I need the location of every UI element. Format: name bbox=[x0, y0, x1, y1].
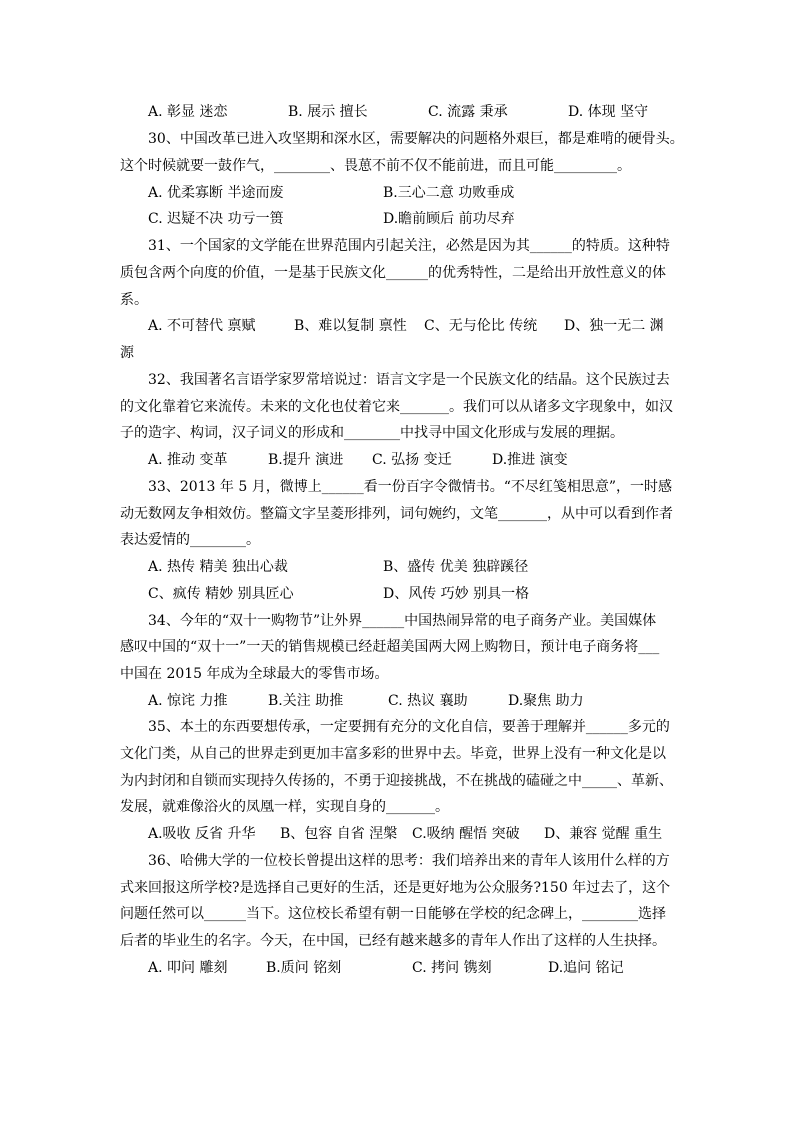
q30-options-row-2 bbox=[148, 206, 708, 232]
q36-option-d: D.追问 铭记 bbox=[548, 960, 624, 976]
q35-option-b: B、包容 自省 涅槃 bbox=[280, 826, 398, 842]
q34-stem-line-3: 中国在 2015 年成为全球最大的零售市场。 bbox=[120, 666, 389, 682]
q36-stem-line-3: 问题任然可以______当下。这位校长希望有朝一日能够在学校的纪念碑上，________选择 bbox=[120, 906, 666, 922]
q32-option-a: A. 推动 变革 bbox=[148, 452, 228, 468]
q29-option-c: C. 流露 秉承 bbox=[428, 104, 508, 120]
q35-option-c: C.吸纳 醒悟 突破 bbox=[412, 826, 520, 842]
q33-stem-line-3: 表达爱情的________。 bbox=[120, 532, 260, 548]
q32-option-b: B.提升 演进 bbox=[268, 452, 344, 468]
q33-options-row-2 bbox=[148, 581, 708, 607]
q31-option-b: B、难以复制 禀性 bbox=[294, 318, 407, 334]
q35-options bbox=[148, 821, 708, 847]
q31-option-a: A. 不可替代 禀赋 bbox=[148, 318, 256, 334]
q33-option-a: A. 热传 精美 独出心裁 bbox=[148, 559, 288, 575]
q36-stem-line-1: 36、哈佛大学的一位校长曾提出这样的思考：我们培养出来的青年人该用什么样的方 bbox=[148, 853, 670, 869]
q29-options bbox=[148, 99, 708, 125]
q33-option-c: C、疯传 精妙 别具匠心 bbox=[148, 586, 294, 602]
q29-option-d: D. 体现 坚守 bbox=[568, 104, 649, 120]
q34-options bbox=[148, 688, 708, 714]
q29-option-a: A. 彰显 迷恋 bbox=[148, 104, 228, 120]
q35-stem-line-2: 文化门类，从自己的世界走到更加丰富多彩的世界中去。毕竟，世界上没有一种文化是以 bbox=[120, 746, 666, 762]
q30-options-row-1 bbox=[148, 180, 708, 206]
q32-stem-line-3: 子的造字、构词，汉子词义的形成和________中找寻中国文化形成与发展的理据。 bbox=[120, 425, 624, 441]
q35-option-a: A.吸收 反省 升华 bbox=[148, 826, 256, 842]
q30-stem-line-2: 这个时候就要一鼓作气，________、畏葸不前不仅不能前进，而且可能_________。 bbox=[120, 158, 631, 174]
q31-options bbox=[148, 313, 708, 339]
q34-option-a: A. 惊诧 力推 bbox=[148, 693, 228, 709]
q34-option-d: D.聚焦 助力 bbox=[508, 693, 584, 709]
q34-option-b: B.关注 助推 bbox=[268, 693, 344, 709]
q35-stem-line-1: 35、本土的东西要想传承，一定要拥有充分的文化自信，要善于理解并______多元的 bbox=[148, 719, 670, 735]
q35-option-d: D、兼容 觉醒 重生 bbox=[544, 826, 663, 842]
q29-option-b: B. 展示 擅长 bbox=[288, 104, 368, 120]
q34-stem-line-1: 34、今年的“双十一购物节”让外界______中国热闹异常的电子商务产业。美国媒体 bbox=[148, 613, 657, 629]
q31-option-d-wrap: 源 bbox=[120, 345, 134, 361]
q30-stem-line-1: 30、中国改革已进入攻坚期和深水区，需要解决的问题格外艰巨，都是难啃的硬骨头。 bbox=[148, 131, 684, 147]
q32-stem-line-1: 32、我国著名言语学家罗常培说过：语言文字是一个民族文化的结晶。这个民族过去 bbox=[148, 372, 670, 388]
q34-stem-line-2: 感叹中国的“双十一”一天的销售规模已经赶超美国两大网上购物日，预计电子商务将___ bbox=[120, 639, 660, 655]
q30-option-d: D.瞻前顾后 前功尽弃 bbox=[383, 211, 515, 227]
q33-stem-line-2: 动无数网友争相效仿。整篇文字呈菱形排列，词句婉约，文笔_______，从中可以看到作者 bbox=[120, 506, 673, 522]
q33-options-row-1 bbox=[148, 554, 708, 580]
q32-stem-line-2: 的文化靠着它来流传。未来的文化也仗着它来_______。我们可以从诸多文字现象中，如汉 bbox=[120, 399, 673, 415]
q30-option-a: A. 优柔寡断 半途而废 bbox=[148, 185, 284, 201]
q32-options bbox=[148, 447, 708, 473]
q33-stem-line-1: 33、2013 年 5 月，微博上______看一份百字令微情书。“不尽红笺相思意”，一时感 bbox=[148, 479, 673, 495]
q36-stem-line-4: 后者的毕业生的名字。今天，在中国，已经有越来越多的青年人作出了这样的人生抉择。 bbox=[120, 933, 666, 949]
q32-option-d: D.推进 演变 bbox=[492, 452, 568, 468]
q34-option-c: C. 热议 襄助 bbox=[388, 693, 468, 709]
q31-stem-line-1: 31、一个国家的文学能在世界范围内引起关注，必然是因为其______的特质。这种特 bbox=[148, 238, 670, 254]
q33-option-d: D、风传 巧妙 别具一格 bbox=[383, 586, 530, 602]
q31-stem-line-3: 系。 bbox=[120, 292, 148, 308]
q36-option-c: C. 拷问 镌刻 bbox=[412, 960, 492, 976]
q35-stem-line-3: 为内封闭和自锁而实现持久传扬的，不勇于迎接挑战，不在挑战的磕碰之中_____、革新、 bbox=[120, 773, 673, 789]
q36-option-b: B.质问 铭刻 bbox=[266, 960, 342, 976]
q36-options bbox=[148, 955, 708, 981]
q31-option-d: D、独一无二 渊 bbox=[564, 318, 664, 334]
q35-stem-line-4: 发展，就难像浴火的凤凰一样，实现自身的_______。 bbox=[120, 799, 449, 815]
q30-option-c: C. 迟疑不决 功亏一篑 bbox=[148, 211, 284, 227]
q33-option-b: B、盛传 优美 独辟蹊径 bbox=[383, 559, 529, 575]
q31-option-c: C、无与伦比 传统 bbox=[424, 318, 538, 334]
q36-stem-line-2: 式来回报这所学校?是选择自己更好的生活，还是更好地为公众服务?150 年过去了，这个 bbox=[120, 880, 671, 896]
q31-stem-line-2: 质包含两个向度的价值，一是基于民族文化______的优秀特性，二是给出开放性意义的体 bbox=[120, 265, 666, 281]
q36-option-a: A. 叩问 雕刻 bbox=[148, 960, 228, 976]
q32-option-c: C. 弘扬 变迁 bbox=[372, 452, 452, 468]
q30-option-b: B.三心二意 功败垂成 bbox=[383, 185, 515, 201]
